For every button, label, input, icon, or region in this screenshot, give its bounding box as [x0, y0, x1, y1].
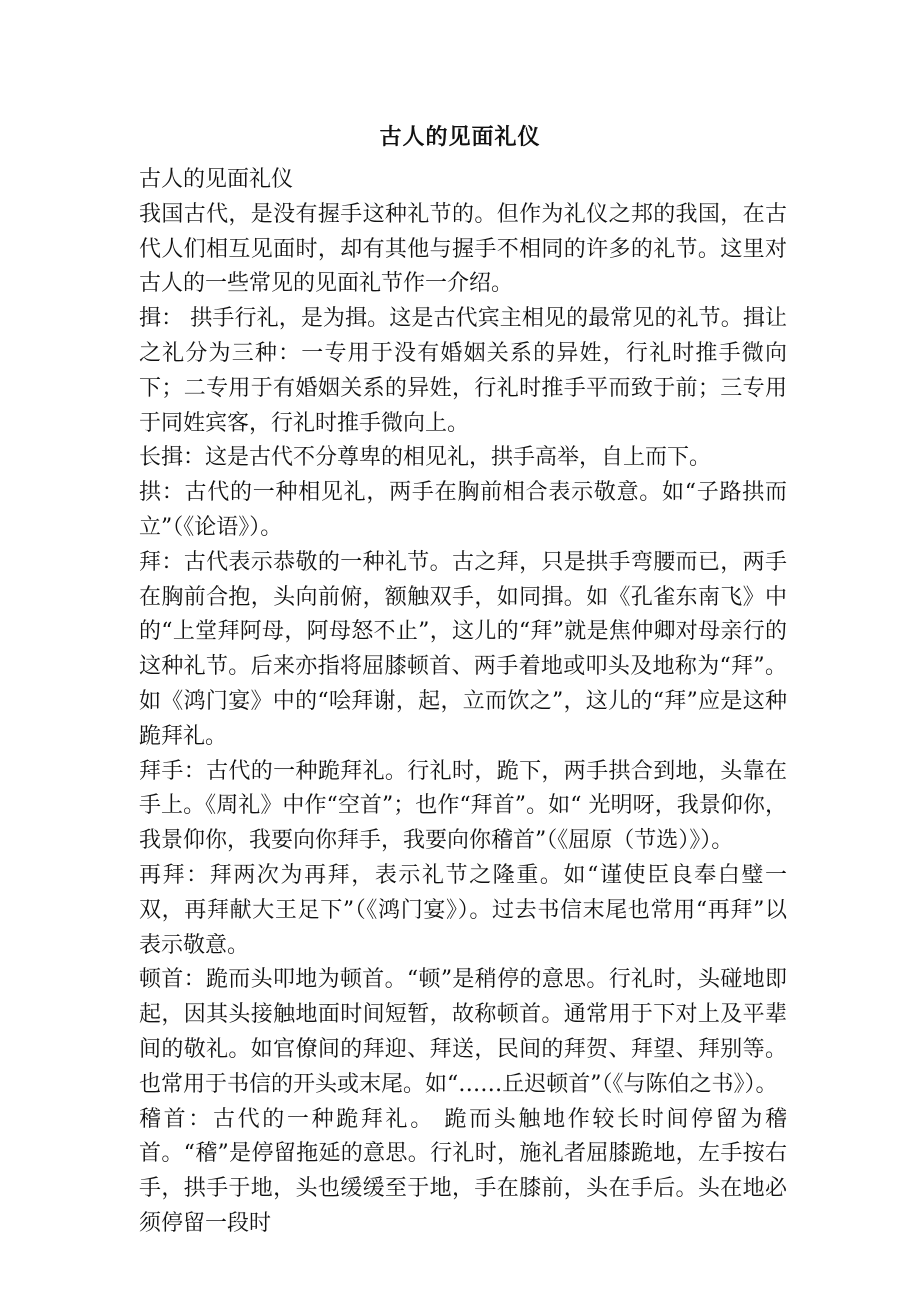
paragraph-dunshou: 顿首：跪而头叩地为顿首。“顿”是稍停的意思。行礼时，头碰地即起，因其头接触地面时间短暂，故称顿首。通常用于下对上及平辈间的敬礼。如官僚间的拜迎、拜送，民间的拜贺、拜望、拜别等。也常用于书信的开头或末尾。如“……丘迟顿首”（《与陈伯之书》）。: [139, 967, 787, 1097]
paragraph-yi: 揖： 拱手行礼，是为揖。这是古代宾主相见的最常见的礼节。揖让之礼分为三种：一专用于没有婚姻关系的异姓，行礼时推手微向下；二专用于有婚姻关系的异姓，行礼时推手平而致于前；三专用于同姓宾客，行礼时推手微向上。: [139, 306, 787, 436]
paragraph-qishou: 稽首：古代的一种跪拜礼。 跪而头触地作较长时间停留为稽首。“稽”是停留拖延的意思。行礼时，施礼者屈膝跪地，左手按右手，拱手于地，头也缓缓至于地，手在膝前，头在手后。头在地必须停留一段时: [139, 1106, 787, 1236]
document-title: 古人的见面礼仪: [379, 124, 541, 150]
paragraph-bai: 拜：古代表示恭敬的一种礼节。古之拜，只是拱手弯腰而已，两手在胸前合抱，头向前俯，额触双手，如同揖。如《孔雀东南飞》中的“上堂拜阿母，阿母怒不止”，这儿的“拜”就是焦仲卿对母亲行的这种礼节。后来亦指将屈膝顿首、两手着地或叩头及地称为“拜”。如《鸿门宴》中的“哙拜谢，起，立而饮之”，这儿的“拜”应是这种跪拜礼。: [139, 549, 787, 749]
document-body: [139, 163, 787, 1242]
paragraph-zaibai: 再拜：拜两次为再拜，表示礼节之隆重。如“谨使臣良奉白璧一双，再拜献大王足下”（《鸿门宴》）。过去书信末尾也常用“再拜”以表示敬意。: [139, 862, 787, 958]
paragraph-baishou: 拜手：古代的一种跪拜礼。行礼时，跪下，两手拱合到地，头靠在手上。《周礼》中作“空首”；也作“拜首”。如“ 光明呀，我景仰你，我景仰你，我要向你拜手，我要向你稽首”（《屈原（节选）》）。: [139, 758, 787, 854]
paragraph-changyi: 长揖：这是古代不分尊卑的相见礼，拱手高举，自上而下。: [139, 445, 712, 471]
subtitle-paragraph: 古人的见面礼仪: [139, 167, 294, 192]
intro-paragraph: 我国古代，是没有握手这种礼节的。但作为礼仪之邦的我国，在古代人们相互见面时，却有其他与握手不相同的许多的礼节。这里对古人的一些常见的见面礼节作一介绍。: [139, 201, 787, 297]
paragraph-gong: 拱：古代的一种相见礼，两手在胸前相合表示敬意。如“子路拱而立”（《论语》）。: [139, 480, 787, 540]
